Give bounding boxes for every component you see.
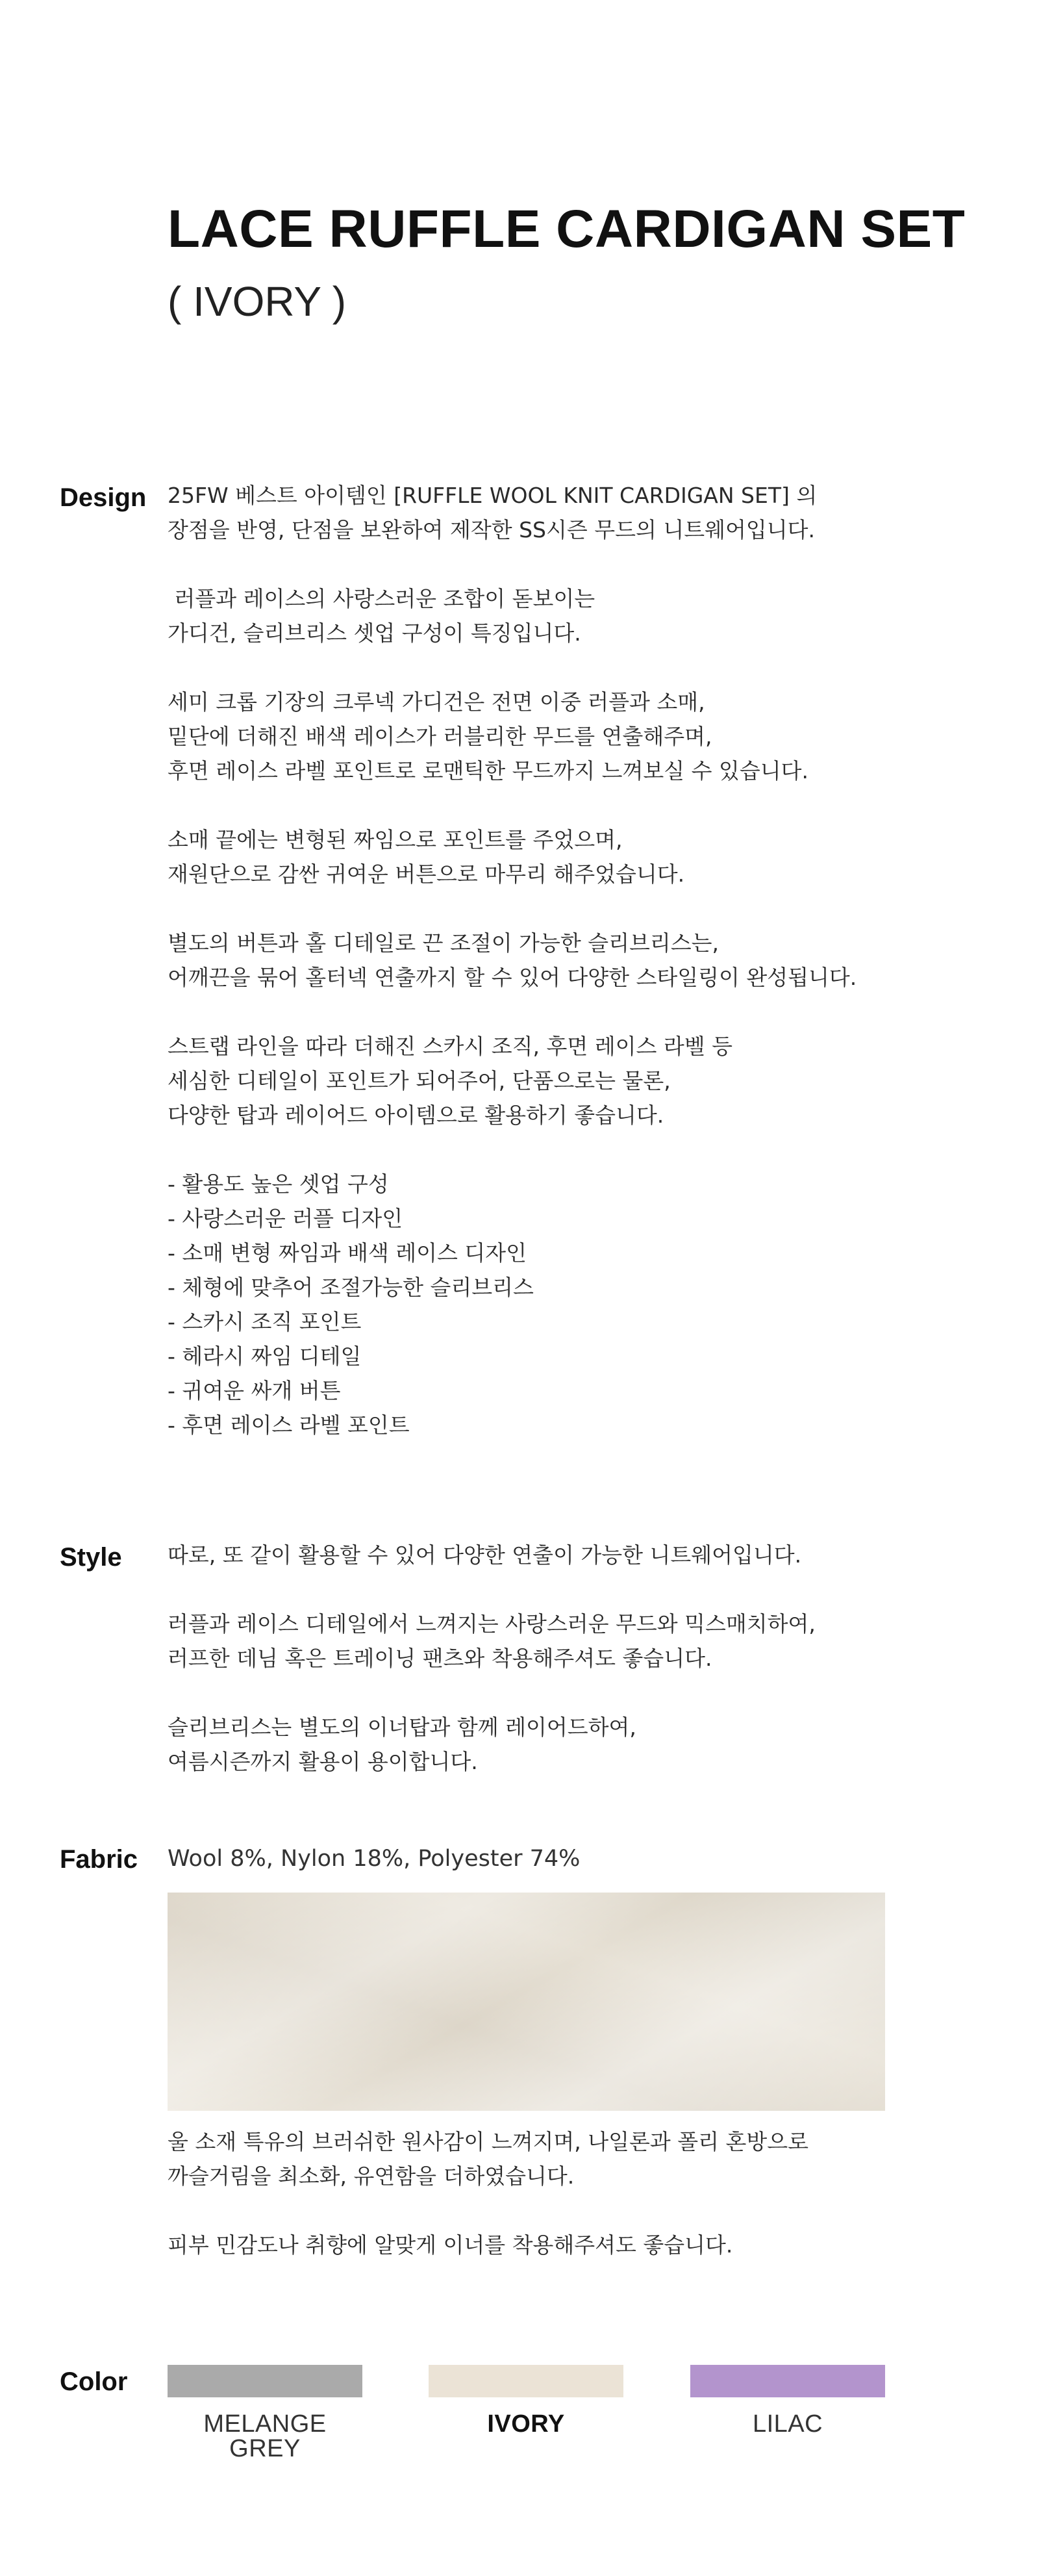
color-section-label: Color xyxy=(60,2367,128,2396)
text-line: 다양한 탑과 레이어드 아이템으로 활용하기 좋습니다. xyxy=(168,1103,664,1128)
fabric-paragraph-2 xyxy=(168,2228,901,2262)
text-line: 세미 크롭 기장의 크루넥 가디건은 전면 이중 러플과 소매, xyxy=(168,689,705,715)
list-item: - 소매 변형 짜임과 배색 레이스 디자인 xyxy=(168,1240,527,1266)
text-line: 세심한 디테일이 포인트가 되어주어, 단품으로는 물론, xyxy=(168,1068,671,1093)
color-chip-ivory[interactable] xyxy=(429,2365,623,2397)
design-paragraph-3 xyxy=(168,685,901,788)
text-line: 까슬거림을 최소화, 유연함을 더하였습니다. xyxy=(168,2163,575,2189)
fabric-section-label: Fabric xyxy=(60,1845,138,1874)
text-line: 소매 끝에는 변형된 짜임으로 포인트를 주었으며, xyxy=(168,827,623,852)
design-section-text xyxy=(168,478,901,1442)
fabric-paragraph-1 xyxy=(168,2124,901,2193)
text-line: 러플과 레이스의 사랑스러운 조합이 돋보이는 xyxy=(168,586,595,611)
design-paragraph-6 xyxy=(168,1029,901,1132)
list-item: - 스카시 조직 포인트 xyxy=(168,1309,362,1334)
product-color-subtitle: ( IVORY ) xyxy=(168,278,347,325)
design-paragraph-5 xyxy=(168,926,901,995)
text-line: 울 소재 특유의 브러쉬한 원사감이 느껴지며, 나일론과 폴리 혼방으로 xyxy=(168,2129,808,2154)
text-line: 스트랩 라인을 따라 더해진 스카시 조직, 후면 레이스 라벨 등 xyxy=(168,1034,732,1059)
fabric-texture-image xyxy=(168,1893,885,2111)
design-paragraph-2 xyxy=(168,581,901,650)
color-name-melange-grey[interactable]: MELANGE GREY xyxy=(203,2410,327,2462)
fabric-section-text xyxy=(168,2124,901,2297)
text-line: 어깨끈을 묶어 홀터넥 연출까지 할 수 있어 다양한 스타일링이 완성됩니다. xyxy=(168,965,857,990)
list-item: - 활용도 높은 셋업 구성 xyxy=(168,1171,389,1197)
color-name-lilac[interactable]: LILAC xyxy=(752,2410,823,2438)
text-line: 장점을 반영, 단점을 보완하여 제작한 SS시즌 무드의 니트웨어입니다. xyxy=(168,517,816,542)
text-line: 별도의 버튼과 홀 디테일로 끈 조절이 가능한 슬리브리스는, xyxy=(168,930,719,956)
color-name-ivory[interactable]: IVORY xyxy=(487,2410,565,2438)
text-line: 슬리브리스는 별도의 이너탑과 함께 레이어드하여, xyxy=(168,1715,636,1740)
color-chip-melange-grey[interactable] xyxy=(168,2365,362,2397)
color-chip-lilac[interactable] xyxy=(690,2365,885,2397)
style-paragraph-2 xyxy=(168,1607,901,1676)
text-line: 러플과 레이스 디테일에서 느껴지는 사랑스러운 무드와 믹스매치하여, xyxy=(168,1611,816,1637)
text-line: 밑단에 더해진 배색 레이스가 러블리한 무드를 연출해주며, xyxy=(168,724,712,749)
style-paragraph-3 xyxy=(168,1710,901,1779)
style-paragraph-1 xyxy=(168,1538,901,1572)
list-item: - 후면 레이스 라벨 포인트 xyxy=(168,1412,410,1438)
text-line: 피부 민감도나 취향에 알맞게 이너를 착용해주셔도 좋습니다. xyxy=(168,2232,733,2258)
text-line: 후면 레이스 라벨 포인트로 로맨틱한 무드까지 느껴보실 수 있습니다. xyxy=(168,758,808,784)
fabric-composition: Wool 8%, Nylon 18%, Polyester 74% xyxy=(168,1846,581,1872)
product-title: LACE RUFFLE CARDIGAN SET xyxy=(168,199,966,259)
list-item: - 체형에 맞추어 조절가능한 슬리브리스 xyxy=(168,1275,534,1300)
design-paragraph-1 xyxy=(168,478,901,547)
design-paragraph-4 xyxy=(168,823,901,891)
text-line: 따로, 또 같이 활용할 수 있어 다양한 연출이 가능한 니트웨어입니다. xyxy=(168,1542,802,1568)
text-line: 여름시즌까지 활용이 용이합니다. xyxy=(168,1749,478,1774)
list-item: - 헤라시 짜임 디테일 xyxy=(168,1344,362,1369)
text-line: 러프한 데님 혹은 트레이닝 팬츠와 착용해주셔도 좋습니다. xyxy=(168,1646,712,1671)
list-item: - 사랑스러운 러플 디자인 xyxy=(168,1206,403,1231)
text-line: 25FW 베스트 아이템인 [RUFFLE WOOL KNIT CARDIGAN SET] 의 xyxy=(168,483,818,508)
design-feature-list xyxy=(168,1167,901,1442)
text-line: 가디건, 슬리브리스 셋업 구성이 특징입니다. xyxy=(168,620,581,646)
text-line: 재원단으로 감싼 귀여운 버튼으로 마무리 해주었습니다. xyxy=(168,861,685,887)
style-section-text xyxy=(168,1538,901,1813)
style-section-label: Style xyxy=(60,1543,122,1572)
design-section-label: Design xyxy=(60,483,147,512)
list-item: - 귀여운 싸개 버튼 xyxy=(168,1378,341,1403)
